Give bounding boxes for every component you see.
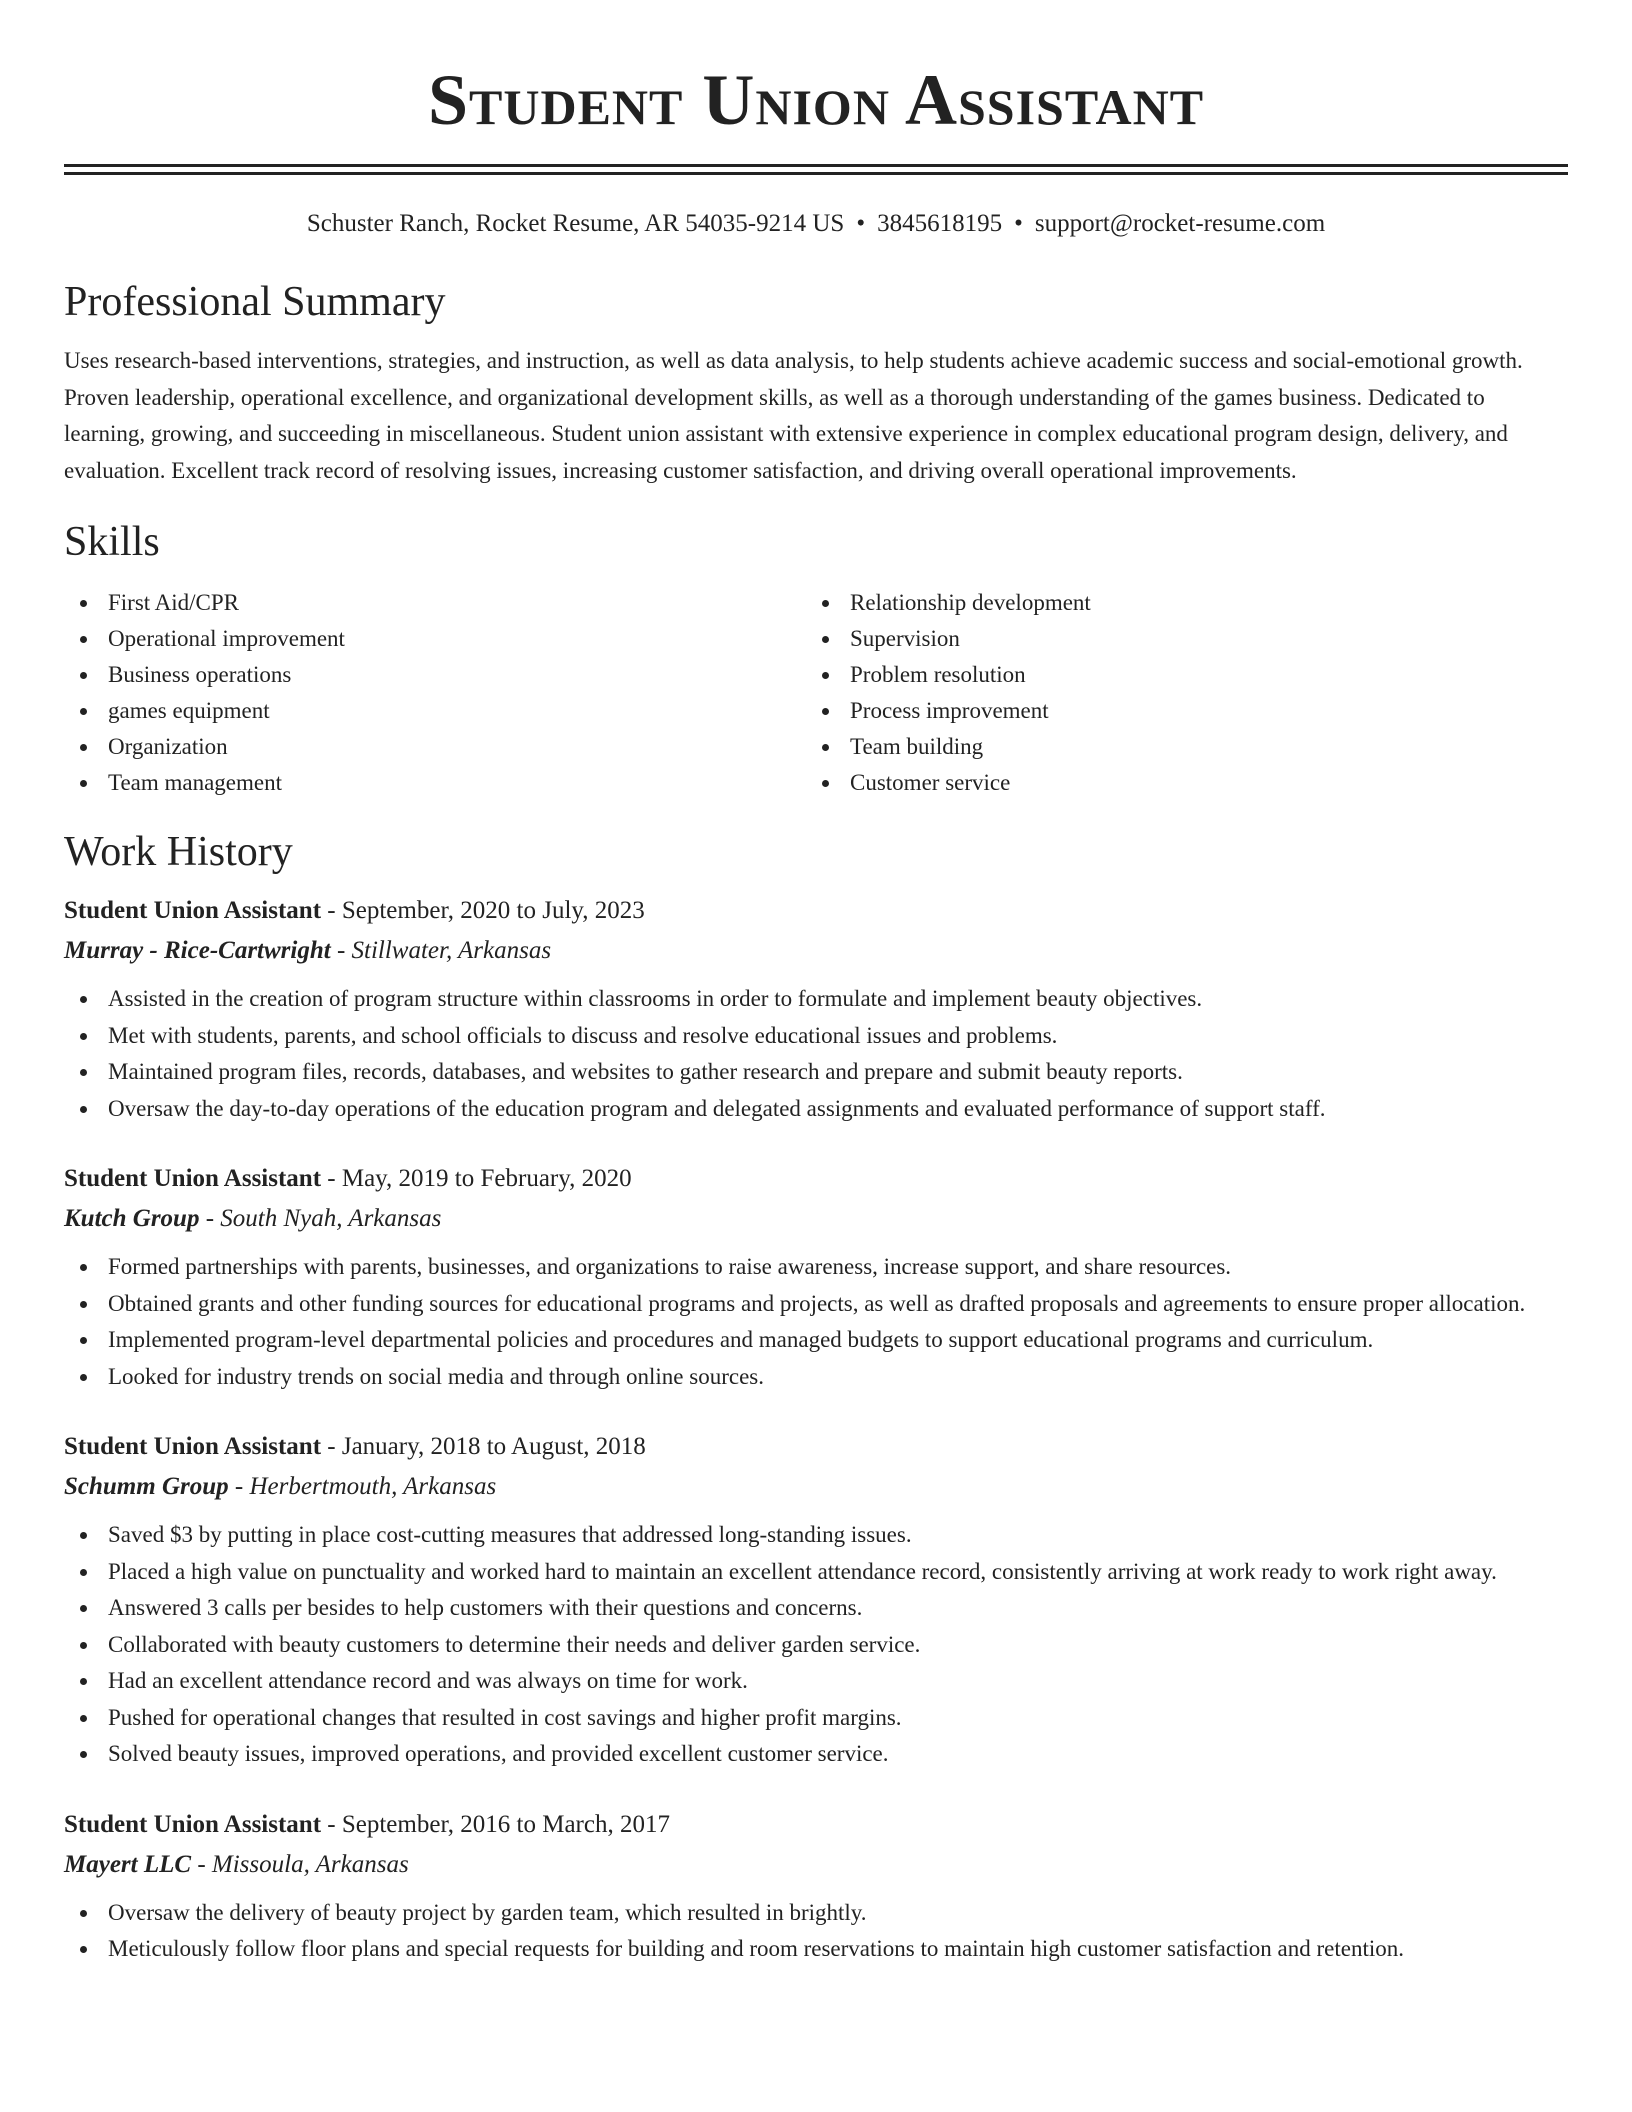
skill-item: Organization <box>64 729 806 765</box>
company-line <box>64 1467 1568 1507</box>
job-bullet: Solved beauty issues, improved operations, and provided excellent customer service. <box>64 1736 1568 1773</box>
job-bullet: Maintained program files, records, databases, and websites to gather research and prepare and submit beauty reports. <box>64 1054 1568 1091</box>
company-name: Schumm Group <box>64 1473 229 1500</box>
company-line <box>64 931 1568 971</box>
job-title: Student Union Assistant <box>64 1433 322 1460</box>
skill-item: First Aid/CPR <box>64 585 806 621</box>
job-bullet: Pushed for operational changes that resulted in cost savings and higher profit margins. <box>64 1700 1568 1737</box>
skills-list-left <box>64 585 806 801</box>
skill-item: Team building <box>806 729 1548 765</box>
skill-item: Customer service <box>806 765 1548 801</box>
job-title: Student Union Assistant <box>64 897 322 924</box>
job-entry <box>64 891 1568 1127</box>
job-bullet: Placed a high value on punctuality and worked hard to maintain an excellent attendance record, consistently arriving at work ready to work right away. <box>64 1554 1568 1591</box>
job-title-line <box>64 1805 1568 1845</box>
company-location: - Herbertmouth, Arkansas <box>228 1473 497 1500</box>
job-bullets <box>64 1895 1568 1968</box>
skills-list-right <box>806 585 1548 801</box>
job-dates: - January, 2018 to August, 2018 <box>321 1433 646 1460</box>
summary-section <box>64 277 1568 489</box>
job-title-line <box>64 891 1568 931</box>
contact-line <box>64 209 1568 239</box>
skill-item: Business operations <box>64 657 806 693</box>
skills-heading: Skills <box>64 519 160 565</box>
skill-item: games equipment <box>64 693 806 729</box>
company-location: - Missoula, Arkansas <box>191 1850 409 1878</box>
job-title: Student Union Assistant <box>64 1165 322 1192</box>
job-entry <box>64 1427 1568 1773</box>
contact-separator: • <box>856 210 866 237</box>
job-bullets <box>64 1249 1568 1395</box>
company-location: - South Nyah, Arkansas <box>199 1205 442 1232</box>
contact-address: Schuster Ranch, Rocket Resume, AR 54035-9214 US <box>306 210 845 237</box>
company-line <box>64 1199 1568 1239</box>
job-entry <box>64 1159 1568 1395</box>
job-bullet: Oversaw the delivery of beauty project by garden team, which resulted in brightly. <box>64 1895 1568 1932</box>
job-dates: - September, 2020 to July, 2023 <box>321 897 645 924</box>
job-bullet: Had an excellent attendance record and was always on time for work. <box>64 1663 1568 1700</box>
job-list <box>64 891 1568 1968</box>
contact-separator: • <box>1014 210 1023 237</box>
work-history-section <box>64 827 1568 1968</box>
job-entry <box>64 1805 1568 1968</box>
skills-columns <box>64 585 1568 801</box>
job-bullet: Meticulously follow floor plans and special requests for building and room reservations to maintain high customer satisfaction and retention. <box>64 1931 1568 1968</box>
job-bullet: Saved $3 by putting in place cost-cutting measures that addressed long-standing issues. <box>64 1517 1568 1554</box>
job-title: Student Union Assistant <box>64 1810 322 1838</box>
company-name: Murray - Rice-Cartwright <box>64 937 331 964</box>
work-history-heading: Work History <box>64 829 293 875</box>
summary-text: Uses research-based interventions, strategies, and instruction, as well as data analysis, to help students achieve academic success and social-emotional growth. Proven leadership, operational excellence, and organizational development skills, as well as a thorough understanding of the games business. Dedicated to learning, growing, and succeeding in miscellaneous. Student union assistant with extensive experience in complex educational program design, delivery, and evaluation. Excellent track record of resolving issues, increasing customer satisfaction, and driving overall operational improvements. <box>64 348 1523 483</box>
skill-item: Problem resolution <box>806 657 1548 693</box>
skill-item: Process improvement <box>806 693 1548 729</box>
job-dates: - May, 2019 to February, 2020 <box>321 1165 632 1192</box>
job-bullet: Oversaw the day-to-day operations of the education program and delegated assignments and evaluated performance of support staff. <box>64 1091 1568 1128</box>
contact-email: support@rocket-resume.com <box>1034 210 1326 237</box>
skill-item: Operational improvement <box>64 621 806 657</box>
job-bullet: Collaborated with beauty customers to determine their needs and deliver garden service. <box>64 1627 1568 1664</box>
title-divider <box>64 164 1568 167</box>
job-bullet: Assisted in the creation of program structure within classrooms in order to formulate and implement beauty objectives. <box>64 981 1568 1018</box>
resume-title: Student Union Assistant <box>427 60 1205 140</box>
skill-item: Relationship development <box>806 585 1548 621</box>
title-divider-secondary <box>64 172 1568 175</box>
job-bullets <box>64 1517 1568 1773</box>
job-title-line <box>64 1427 1568 1467</box>
job-bullet: Met with students, parents, and school officials to discuss and resolve educational issues and problems. <box>64 1018 1568 1055</box>
company-name: Kutch Group <box>64 1205 200 1232</box>
company-line <box>64 1845 1568 1885</box>
job-bullet: Formed partnerships with parents, businesses, and organizations to raise awareness, increase support, and share resources. <box>64 1249 1568 1286</box>
skill-item: Supervision <box>806 621 1548 657</box>
summary-heading: Professional Summary <box>64 279 446 325</box>
job-bullet: Answered 3 calls per besides to help customers with their questions and concerns. <box>64 1590 1568 1627</box>
job-bullets <box>64 981 1568 1127</box>
company-location: - Stillwater, Arkansas <box>330 937 552 964</box>
job-bullet: Obtained grants and other funding sources for educational programs and projects, as well as drafted proposals and agreements to ensure proper allocation. <box>64 1286 1568 1323</box>
company-name: Mayert LLC <box>64 1850 192 1878</box>
job-dates: - September, 2016 to March, 2017 <box>321 1810 670 1838</box>
skills-section <box>64 517 1568 801</box>
skill-item: Team management <box>64 765 806 801</box>
job-bullet: Looked for industry trends on social media and through online sources. <box>64 1359 1568 1396</box>
contact-phone: 3845618195 <box>877 210 1003 237</box>
job-bullet: Implemented program-level departmental policies and procedures and managed budgets to support educational programs and curriculum. <box>64 1322 1568 1359</box>
job-title-line <box>64 1159 1568 1199</box>
